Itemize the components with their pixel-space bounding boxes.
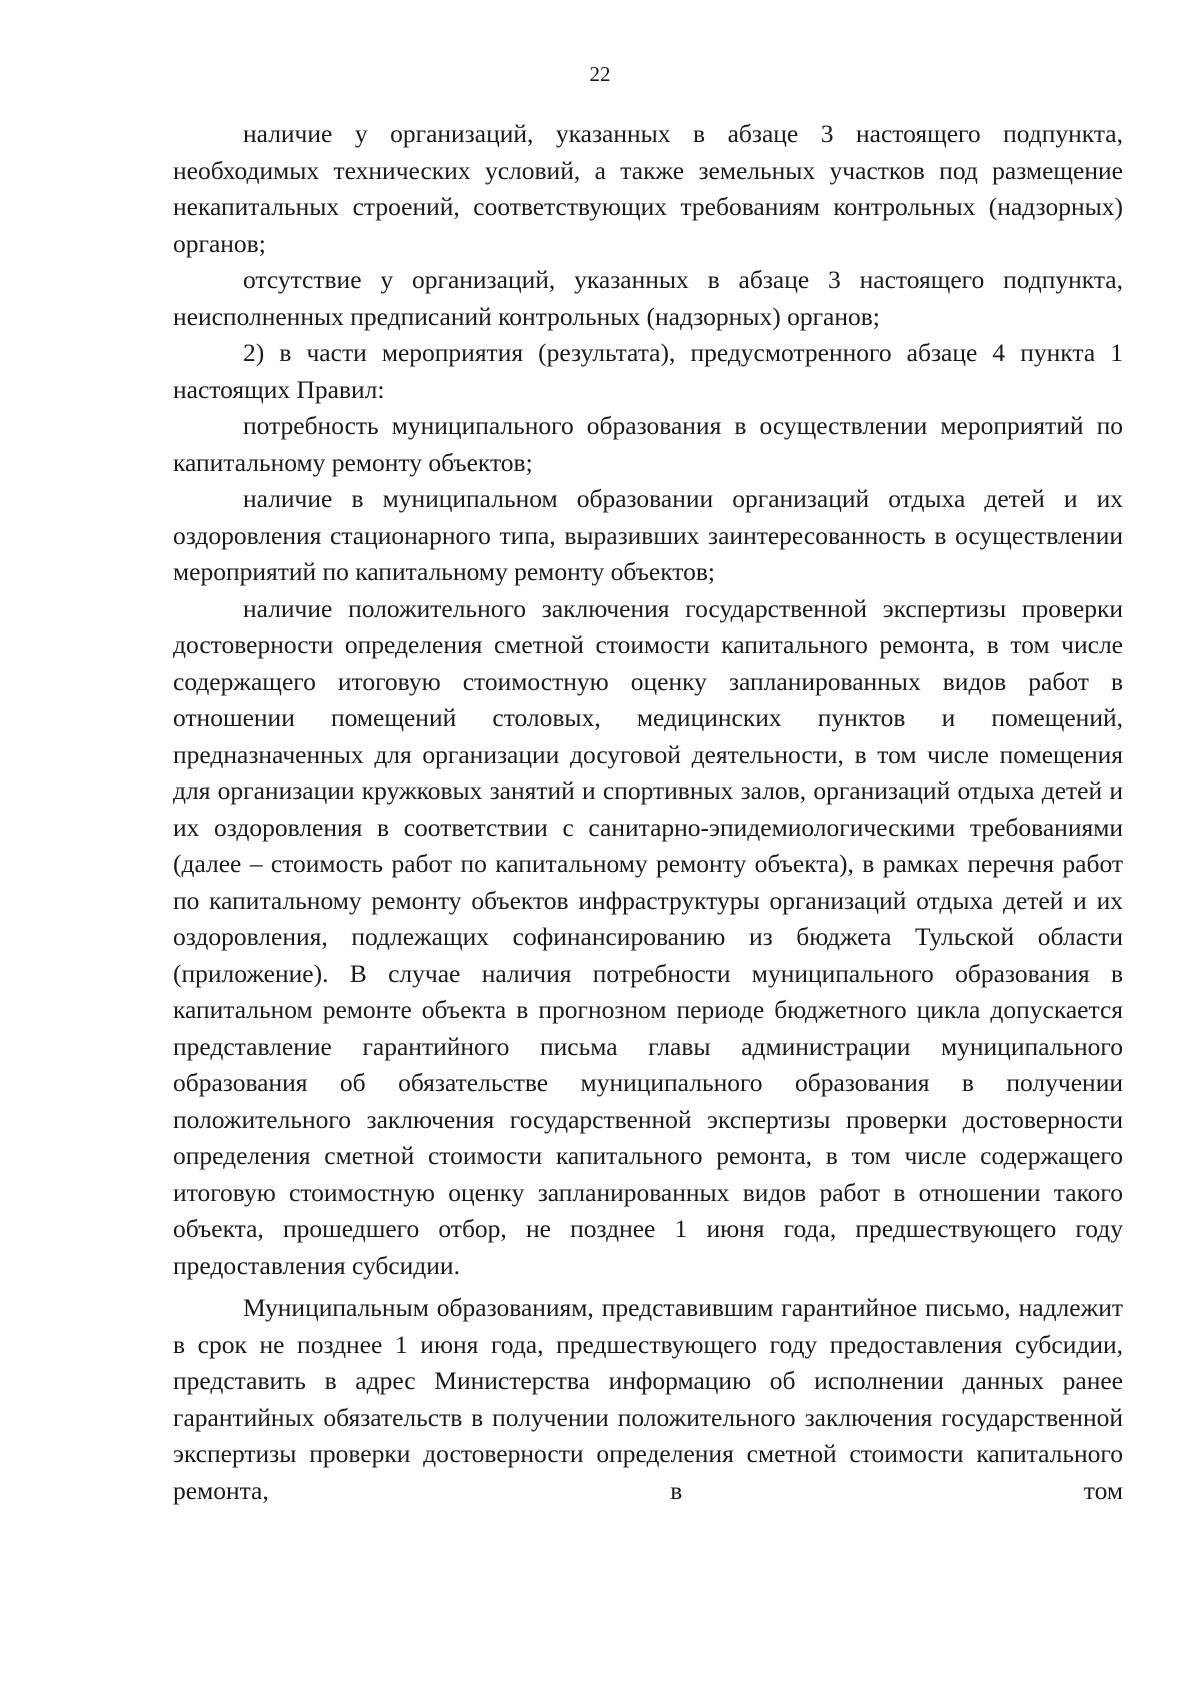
paragraph-item-2-heading: 2) в части мероприятия (результата), предусмотренного абзаце 4 пункта 1 настоящих Правил: (173, 338, 1123, 404)
paragraph-no-unfulfilled-orders: отсутствие у организаций, указанных в абзаце 3 настоящего подпункта, неисполненных предписаний контрольных (надзорных) органов; (173, 265, 1123, 331)
document-body (173, 116, 1123, 1509)
paragraph-expertise-conclusion: наличие положительного заключения государственной экспертизы проверки достоверности определения сметной стоимости капитального ремонта, в том числе содержащего итоговую стоимостную оценку запланированных видов работ в отношении помещений столовых, медицинских пунктов и помещений, предназначенных для организации досуговой деятельности, в том числе помещения для организации кружковых занятий и спортивных залов, организаций отдыха детей и их оздоровления в соответствии с санитарно-эпидемиологическими требованиями (далее – стоимость работ по капитальному ремонту объекта), в рамках перечня работ по капитальному ремонту объектов инфраструктуры организаций отдыха детей и их оздоровления, подлежащих софинансированию из бюджета Тульской области (приложение). В случае наличия потребности муниципального образования в капитальном ремонте объекта в прогнозном периоде бюджетного цикла допускается представление гарантийного письма главы администрации муниципального образования об обязательстве муниципального образования в получении положительного заключения государственной экспертизы проверки достоверности определения сметной стоимости капитального ремонта, в том числе содержащего итоговую стоимостную оценку запланированных видов работ в отношении такого объекта, прошедшего отбор, не позднее 1 июня года, предшествующего году предоставления субсидии. (173, 593, 1123, 1280)
paragraph-guarantee-letter: Муниципальным образованиям, представившим гарантийное письмо, надлежит в срок не позднее 1 июня года, предшествующего году предоставления субсидии, представить в адрес Министерства информацию об исполнении данных ранее гарантийных обязательств в получении положительного заключения государственной экспертизы проверки достоверности определения сметной стоимости капитального ремонта, в том (173, 1293, 1123, 1505)
page-number: 22 (589, 62, 611, 86)
paragraph-organizations-interest: наличие в муниципальном образовании организаций отдыха детей и их оздоровления стационарного типа, выразивших заинтересованность в осуществлении мероприятий по капитальному ремонту объектов; (173, 484, 1123, 586)
paragraph-technical-conditions: наличие у организаций, указанных в абзаце 3 настоящего подпункта, необходимых технических условий, а также земельных участков под размещение некапитальных строений, соответствующих требованиям контрольных (надзорных) органов; (173, 119, 1123, 258)
paragraph-municipal-need: потребность муниципального образования в осуществлении мероприятий по капитальному ремонту объектов; (173, 411, 1123, 477)
